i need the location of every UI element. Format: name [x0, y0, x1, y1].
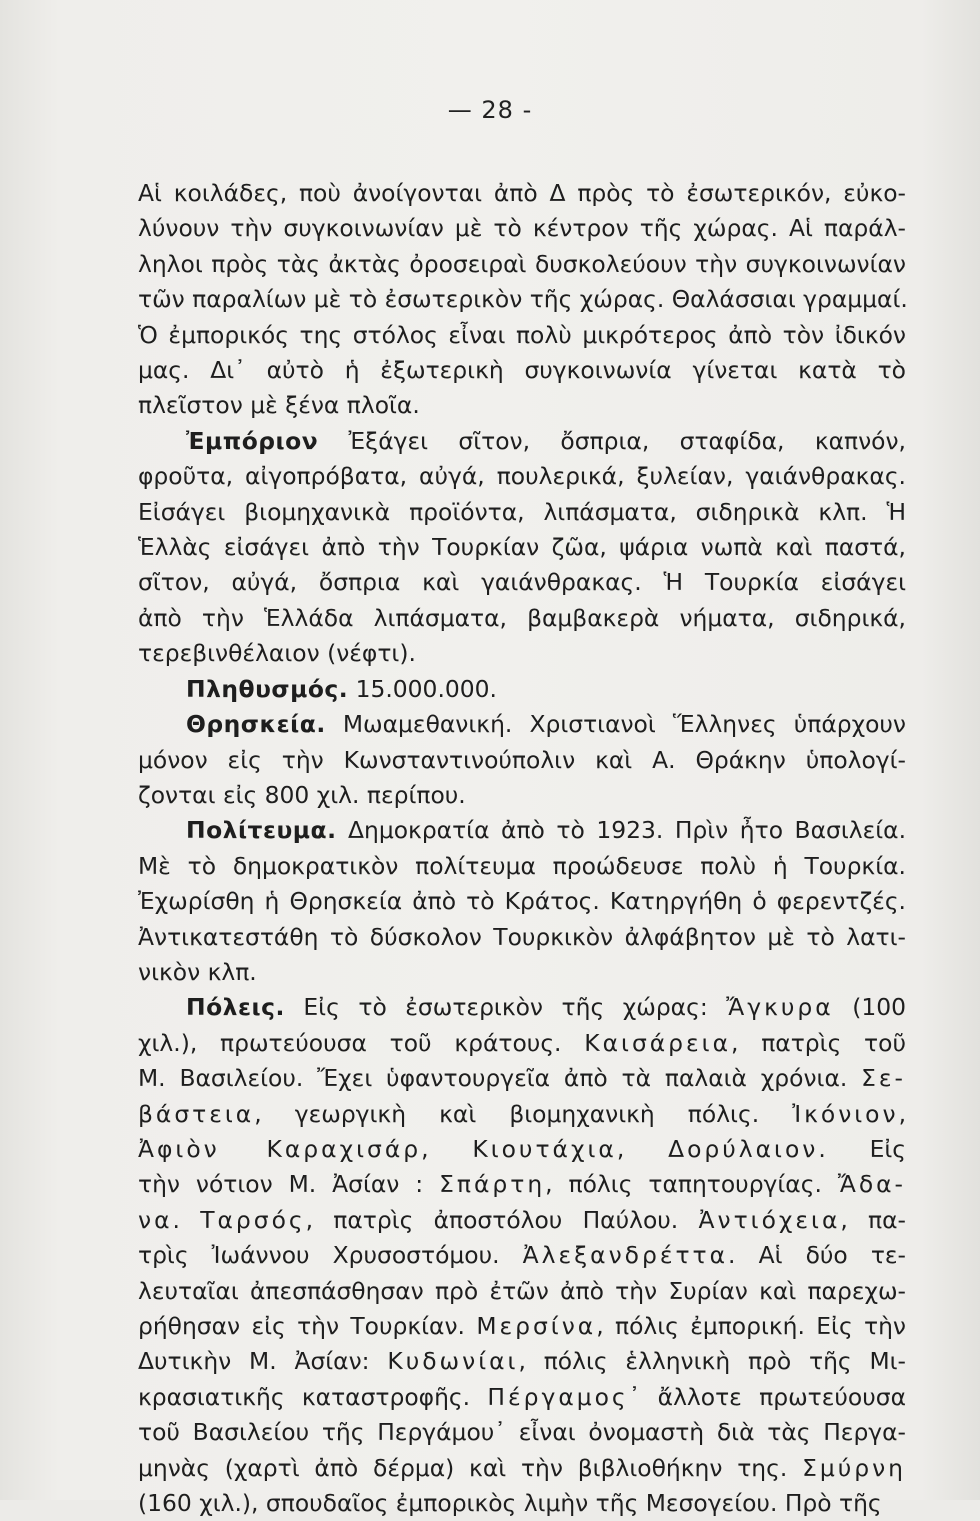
text-line: Ἀντικατεστάθη τὸ δύσκολον Τουρκικὸν ἀλφάβητον μὲ τὸ λατι- [138, 922, 906, 951]
text-run: (160 χιλ.), σπουδαῖος ἐμπορικὸς λιμὴν τῆς Μεσογείου. Πρὸ τῆς [138, 1489, 882, 1518]
city-name: Σμύρνη [802, 1453, 906, 1482]
text-line [138, 1274, 906, 1309]
city-name: Μερσίνα [476, 1312, 597, 1340]
city-name: Κυδωνίαι [387, 1347, 519, 1376]
city-name: Ἄγκυρα [726, 993, 834, 1022]
text-line: τερεβινθέλαιον (νέφτι). [138, 639, 416, 668]
text-line: νικὸν κλπ. [138, 957, 257, 986]
city-name: Πέργαμος [487, 1382, 629, 1411]
text-run: , γεωργικὴ καὶ βιομηχανικὴ πόλις. [254, 1099, 793, 1128]
text-line [138, 1415, 906, 1450]
text-run: (100 [833, 993, 906, 1022]
text-line: σῖτον, αὐγά, ὄσπρια καὶ γαιάνθρακας. Ἡ Τουρκία εἰσάγει [138, 568, 906, 597]
city-name: Ταρσός [200, 1205, 306, 1234]
text-line: ληλοι πρὸς τὰς ἀκτὰς ὀροσειραὶ δυσκολεύουν τὴν συγκοινωνίαν [138, 249, 906, 278]
text-line: μόνον εἰς τὴν Κωνσταντινούπολιν καὶ Α. Θράκην ὑπολογί- [138, 745, 906, 774]
text-run: Εἰς τὸ ἐσωτερικὸν τῆς χώρας: [284, 993, 727, 1022]
text-run: λευταῖαι ἀπεσπάσθησαν πρὸ ἐτῶν ἀπὸ τὴν Συρίαν καὶ παρεχω- [138, 1276, 906, 1305]
text-line [138, 1203, 906, 1238]
text-run: Ἐξάγει σῖτον, ὄσπρια, σταφίδα, καπνόν, [348, 426, 906, 455]
text-run: τοῦ Βασιλείου τῆς Περγάμου᾽ εἶναι ὀνομαστὴ διὰ τὰς Περγα- [138, 1418, 906, 1447]
city-name: Κιουτάχια [472, 1134, 617, 1163]
text-run: Μωαμεθανική. Χριστιανοὶ Ἕλληνες ὑπάρχουν [342, 710, 907, 739]
text-line [138, 707, 906, 742]
text-run: . Αἱ δύο τε- [728, 1241, 906, 1270]
population-value: 15.000.000. [355, 674, 497, 703]
text-line: Εἰσάγει βιομηχανικὰ προϊόντα, λιπάσματα, σιδηρικὰ κλπ. Ἡ [138, 497, 906, 526]
city-name: Ἰκόνιον [792, 1099, 899, 1128]
section-heading-religion: Θρησκεία. [186, 710, 326, 739]
text-run: , πα- [840, 1205, 906, 1234]
text-run: , [898, 1099, 906, 1128]
text-line [138, 1309, 906, 1344]
paragraph-transport [138, 176, 906, 424]
text-line [138, 1097, 906, 1132]
paragraph-religion [138, 707, 906, 813]
text-line: Ὁ ἐμπορικός της στόλος εἶναι πολὺ μικρότερος ἀπὸ τὸν ἰδικόν [138, 320, 906, 349]
city-name: Δορύλαιον [668, 1134, 819, 1163]
text-line [138, 990, 906, 1025]
text-run: . Εἰς [818, 1134, 907, 1163]
text-run: χιλ.), πρωτεύουσα τοῦ κράτους. [138, 1028, 585, 1057]
text-line [138, 424, 906, 459]
city-name: Ἀφιὸν Καραχισάρ [138, 1134, 422, 1163]
text-line: φροῦτα, αἰγοπρόβατα, αὐγά, πουλερικά, ξυλείαν, γαιάνθρακας. [138, 462, 906, 491]
text-run: , πατρὶς τοῦ [731, 1028, 906, 1057]
text-run: , πόλις ἑλληνικὴ πρὸ τῆς Μι- [518, 1347, 906, 1376]
city-name: να [138, 1205, 173, 1234]
text-run: κρασιατικῆς καταστροφῆς. [138, 1382, 488, 1411]
text-line: μας. Δι᾽ αὐτὸ ἡ ἐξωτερικὴ συγκοινωνία γίνεται κατὰ τὸ [138, 356, 906, 385]
text-run: . [172, 1205, 201, 1234]
paragraph-population [138, 672, 906, 707]
text-line: Μὲ τὸ δημοκρατικὸν πολίτευμα προώδευσε πολὺ ἡ Τουρκία. [138, 851, 906, 880]
city-name: Σε- [861, 1064, 906, 1093]
text-line [138, 1026, 906, 1061]
text-line: ἀπὸ τὴν Ἑλλάδα λιπάσματα, βαμβακερὰ νήματα, σιδηρικά, [138, 603, 906, 632]
text-line [138, 1451, 906, 1486]
text-line [138, 1344, 906, 1379]
text-run: ρήθησαν εἰς τὴν Τουρκίαν. [138, 1312, 477, 1340]
text-line: πλεῖστον μὲ ξένα πλοῖα. [138, 391, 420, 420]
text-line [138, 1061, 906, 1096]
text-run: Δυτικὴν Μ. Ἀσίαν: [138, 1347, 388, 1376]
text-run: , πόλις ἐμπορική. Εἰς τὴν [596, 1312, 906, 1340]
text-line: Ἐχωρίσθη ἡ Θρησκεία ἀπὸ τὸ Κράτος. Κατηργήθη ὁ φερεντζές. [138, 887, 906, 916]
text-line [138, 1167, 906, 1202]
text-line [138, 1132, 906, 1167]
section-heading-population: Πληθυσμός. [186, 674, 349, 703]
text-line [138, 672, 906, 707]
city-name: βάστεια [138, 1099, 255, 1128]
page-number: — 28 - [447, 96, 533, 124]
city-name: Ἀντιόχεια [698, 1205, 841, 1234]
city-name: Ἄδα- [837, 1170, 906, 1199]
text-run: , [421, 1134, 473, 1163]
text-line: τῶν παραλίων μὲ τὸ ἐσωτερικὸν τῆς χώρας. Θαλάσσιαι γραμμαί. [138, 285, 908, 314]
paragraph-commerce [138, 424, 906, 672]
body-text [138, 176, 906, 1521]
text-line [138, 1486, 906, 1521]
city-name: Σπάρτη [439, 1170, 546, 1199]
text-run: , πατρὶς ἀποστόλου Παύλου. [305, 1205, 699, 1234]
text-line [138, 1238, 906, 1273]
section-heading-commerce: Ἐμπόριον [186, 426, 319, 455]
text-run: , [616, 1134, 669, 1163]
text-run: ᾽ ἄλλοτε πρωτεύουσα [628, 1382, 907, 1411]
paragraph-cities [138, 990, 906, 1521]
text-run: τρὶς Ἰωάννου Χρυσοστόμου. [138, 1241, 523, 1270]
text-run: μηνὰς (χαρτὶ ἀπὸ δέρμα) καὶ τὴν βιβλιοθήκην της. [138, 1453, 803, 1482]
text-run: Μ. Βασιλείου. Ἔχει ὑφαντουργεῖα ἀπὸ τὰ παλαιὰ χρόνια. [138, 1064, 862, 1093]
text-line [138, 813, 906, 848]
text-run: , πόλις ταπητουργίας. [545, 1170, 838, 1199]
city-name: Ἀλεξανδρέττα [522, 1241, 729, 1270]
text-run: τὴν νότιον Μ. Ἀσίαν : [138, 1170, 440, 1199]
text-line: Ἑλλὰς εἰσάγει ἀπὸ τὴν Τουρκίαν ζῶα, ψάρια νωπὰ καὶ παστά, [138, 533, 906, 562]
text-line [138, 1380, 906, 1415]
text-run: Δημοκρατία ἀπὸ τὸ 1923. Πρὶν ἦτο Βασιλεία. [348, 816, 907, 845]
text-line: λύνουν τὴν συγκοινωνίαν μὲ τὸ κέντρον τῆς χώρας. Αἱ παράλ- [138, 214, 906, 243]
section-heading-cities: Πόλεις. [186, 993, 285, 1022]
section-heading-government: Πολίτευμα. [186, 816, 337, 845]
text-line: Αἱ κοιλάδες, ποὺ ἀνοίγονται ἀπὸ Δ πρὸς τὸ ἐσωτερικόν, εὐκο- [138, 179, 906, 207]
paragraph-government [138, 813, 906, 990]
city-name: Καισάρεια [584, 1028, 732, 1057]
text-line: ζονται εἰς 800 χιλ. περίπου. [138, 780, 466, 809]
